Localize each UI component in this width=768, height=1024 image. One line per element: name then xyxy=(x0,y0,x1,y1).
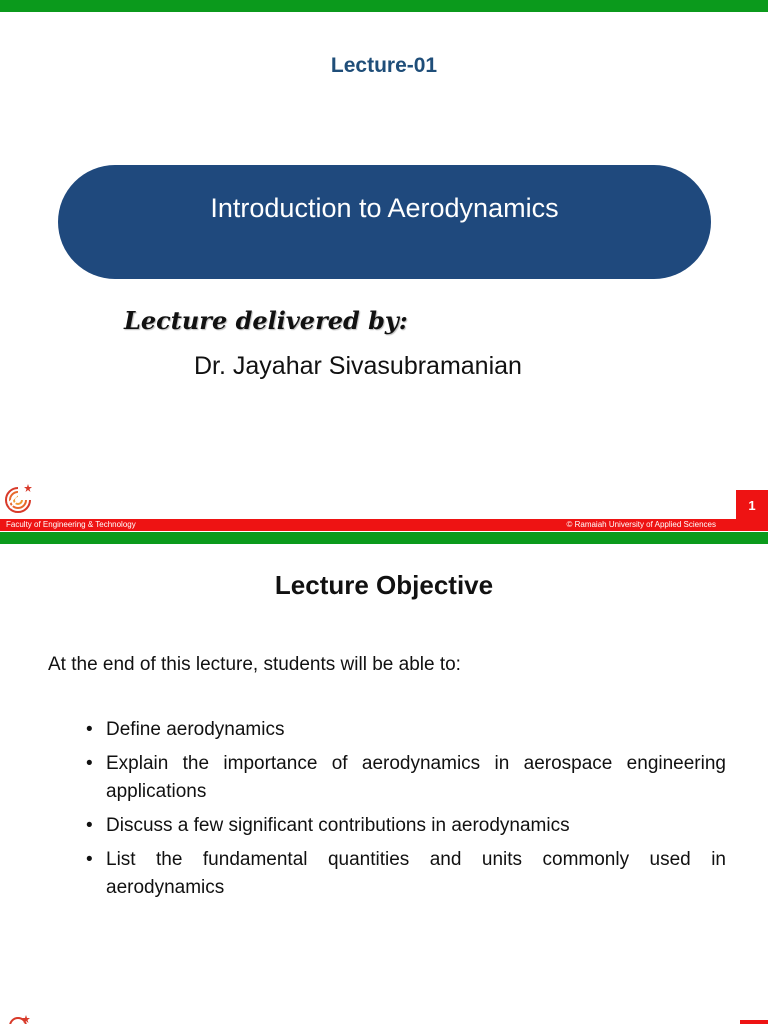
top-green-bar xyxy=(0,0,768,12)
page-number: 1 xyxy=(736,490,768,521)
list-item: • List the fundamental quantities and units commonly used in aerodynamics xyxy=(84,846,726,902)
title-banner xyxy=(58,165,711,279)
objective-title: Lecture Objective xyxy=(274,570,494,600)
footer-bar xyxy=(0,519,768,531)
objective-intro: At the end of this lecture, students will be able to: xyxy=(48,654,461,675)
list-item: • Define aerodynamics xyxy=(84,716,726,744)
lecture-number: Lecture-01 xyxy=(330,54,438,77)
list-item: • Explain the importance of aerodynamics in aerospace engineering applications xyxy=(84,750,726,806)
university-logo-icon xyxy=(2,482,34,516)
objective-list xyxy=(84,716,726,908)
author-name: Dr. Jayahar Sivasubramanian xyxy=(194,352,522,380)
delivered-by-label: Lecture delivered by: xyxy=(124,306,408,335)
lecture-title: Introduction to Aerodynamics xyxy=(210,192,559,223)
footer-copyright: © Ramaiah University of Applied Sciences xyxy=(566,520,716,529)
bottom-green-bar xyxy=(0,532,768,544)
list-item: • Discuss a few significant contributions in aerodynamics xyxy=(84,812,726,840)
slide-2 xyxy=(0,544,768,1024)
footer-faculty: Faculty of Engineering & Technology xyxy=(6,520,136,529)
page-number-edge xyxy=(740,1020,768,1024)
university-logo-icon xyxy=(6,1014,30,1024)
